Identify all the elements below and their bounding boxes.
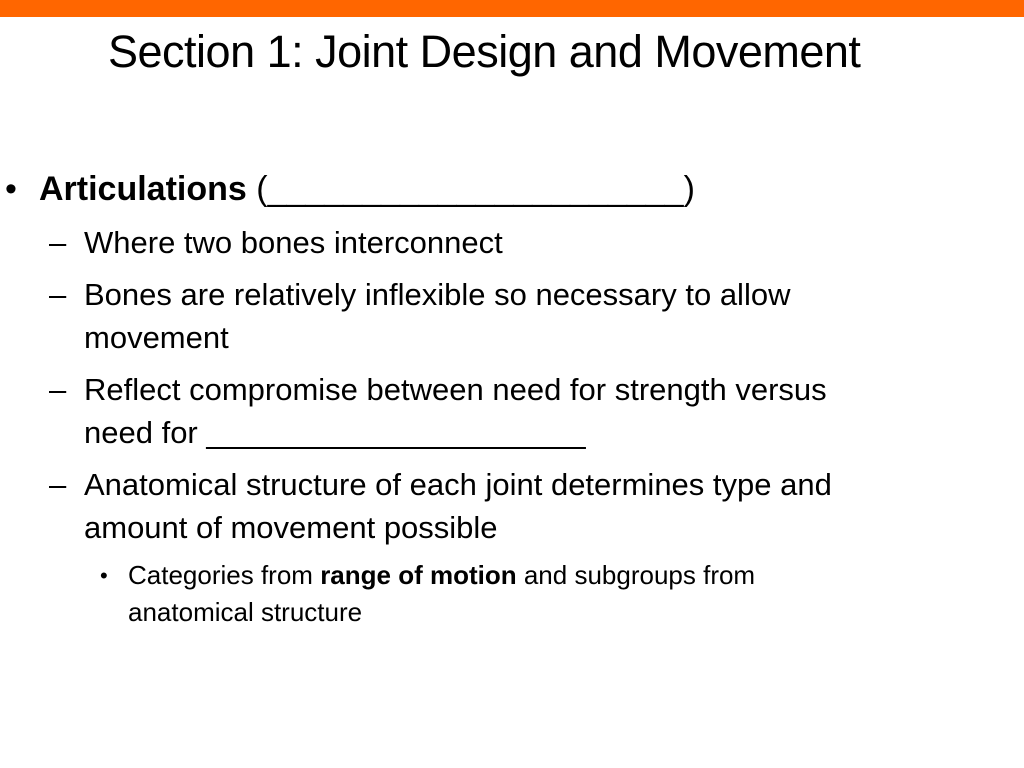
- sub-bullet-text: Where two bones interconnect: [84, 225, 503, 260]
- dash-icon: –: [49, 277, 67, 312]
- slide-title: Section 1: Joint Design and Movement: [108, 26, 861, 77]
- bullet-dot-icon: •: [100, 563, 108, 588]
- bullet-articulations: [0, 166, 1000, 212]
- sub-bullet-text: Reflect compromise between need for strength versus need for ______________________: [84, 372, 827, 450]
- dash-icon: –: [49, 225, 67, 260]
- sub-bullet-text: Anatomical structure of each joint determines type and amount of movement possible: [84, 467, 832, 545]
- dash-icon: –: [49, 372, 67, 407]
- sub-bullet-3: [0, 368, 844, 454]
- sub-bullet-4: [0, 463, 844, 549]
- sub-sub-bullet-text-start: Categories from: [128, 560, 321, 590]
- sub-bullet-1: [0, 221, 844, 264]
- slide-content: [0, 166, 1000, 631]
- bullet-term: Articulations: [39, 170, 247, 208]
- sub-sub-bullet-bold-term: range of motion: [320, 560, 517, 590]
- bullet-dot-icon: •: [5, 170, 17, 208]
- sub-sub-bullet-categories: [0, 557, 888, 631]
- bullet-term-blank: (______________________): [246, 170, 695, 208]
- dash-icon: –: [49, 467, 67, 502]
- accent-top-bar: [0, 0, 1024, 17]
- sub-bullet-2: [0, 273, 844, 359]
- sub-sub-bullet-text-end: and subgroups from anatomical structure: [128, 560, 756, 627]
- sub-bullet-text: Bones are relatively inflexible so necessary to allow movement: [84, 277, 791, 355]
